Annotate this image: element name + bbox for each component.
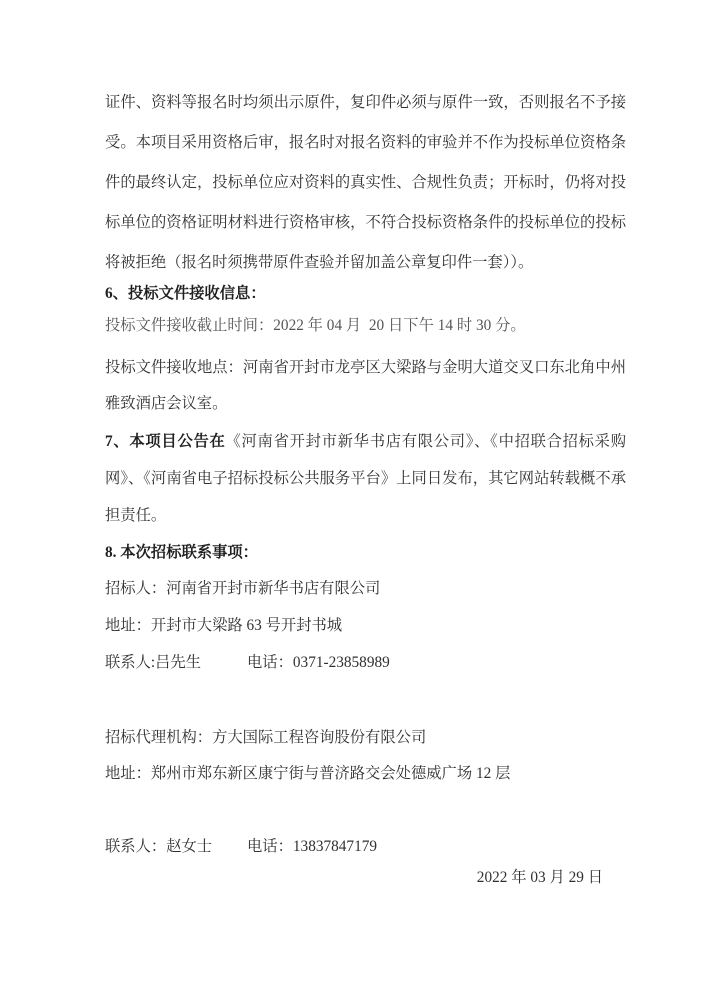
bid-receipt-location-paragraph: 投标文件接收地点：河南省开封市龙亭区大梁路与金明大道交叉口东北角中州雅致酒店会议室。: [105, 359, 626, 412]
agency-phone: 电话：13837847179: [247, 838, 378, 855]
tenderer-phone: 电话：0371-23858989: [247, 654, 390, 671]
tenderer-name-line: 招标人：河南省开封市新华书店有限公司: [105, 580, 381, 597]
bid-receipt-deadline-line: 投标文件接收截止时间：2022 年 04 月 20 日下午 14 时 30 分。: [105, 317, 526, 334]
heading-section7-prefix: 7、本项目公告在: [105, 433, 226, 450]
heading-section6-bid-receipt-info: 6、投标文件接收信息：: [105, 285, 266, 302]
section7-announcement-text: 《河南省开封市新华书店有限公司》、《中招联合招标采购网》、《河南省电子招标投标公共服务平台》上同日发布，其它网站转载概不承担责任。: [105, 433, 626, 524]
document-date: 2022 年 03 月 29 日: [476, 869, 603, 886]
agency-contact-person: 联系人：赵女士: [105, 838, 213, 855]
qualification-paragraph: 证件、资料等报名时均须出示原件，复印件必须与原件一致，否则报名不予接受。本项目采用资格后审，报名时对报名资料的审验并不作为投标单位资格条件的最终认定，投标单位应对资料的真实性、合规性负责；开标时，仍将对投标单位的资格证明材料进行资格审核，不符合投标资格条件的投标单位的投标将被拒绝（报名时须携带原件查验并留加盖公章复印件一套））。: [105, 94, 626, 271]
tenderer-address-line: 地址：开封市大梁路 63 号开封书城: [105, 617, 343, 634]
tenderer-contact-person: 联系人:吕先生: [105, 654, 202, 671]
section7-announcement-paragraph: [105, 423, 626, 534]
heading-section8-contact-matters: 8. 本次招标联系事项：: [105, 544, 258, 561]
tenderer-contact-line: [105, 645, 626, 681]
agency-name-line: 招标代理机构：方大国际工程咨询股份有限公司: [105, 729, 427, 746]
agency-address-line: 地址：郑州市郑东新区康宁街与普济路交会处德威广场 12 层: [105, 765, 511, 782]
